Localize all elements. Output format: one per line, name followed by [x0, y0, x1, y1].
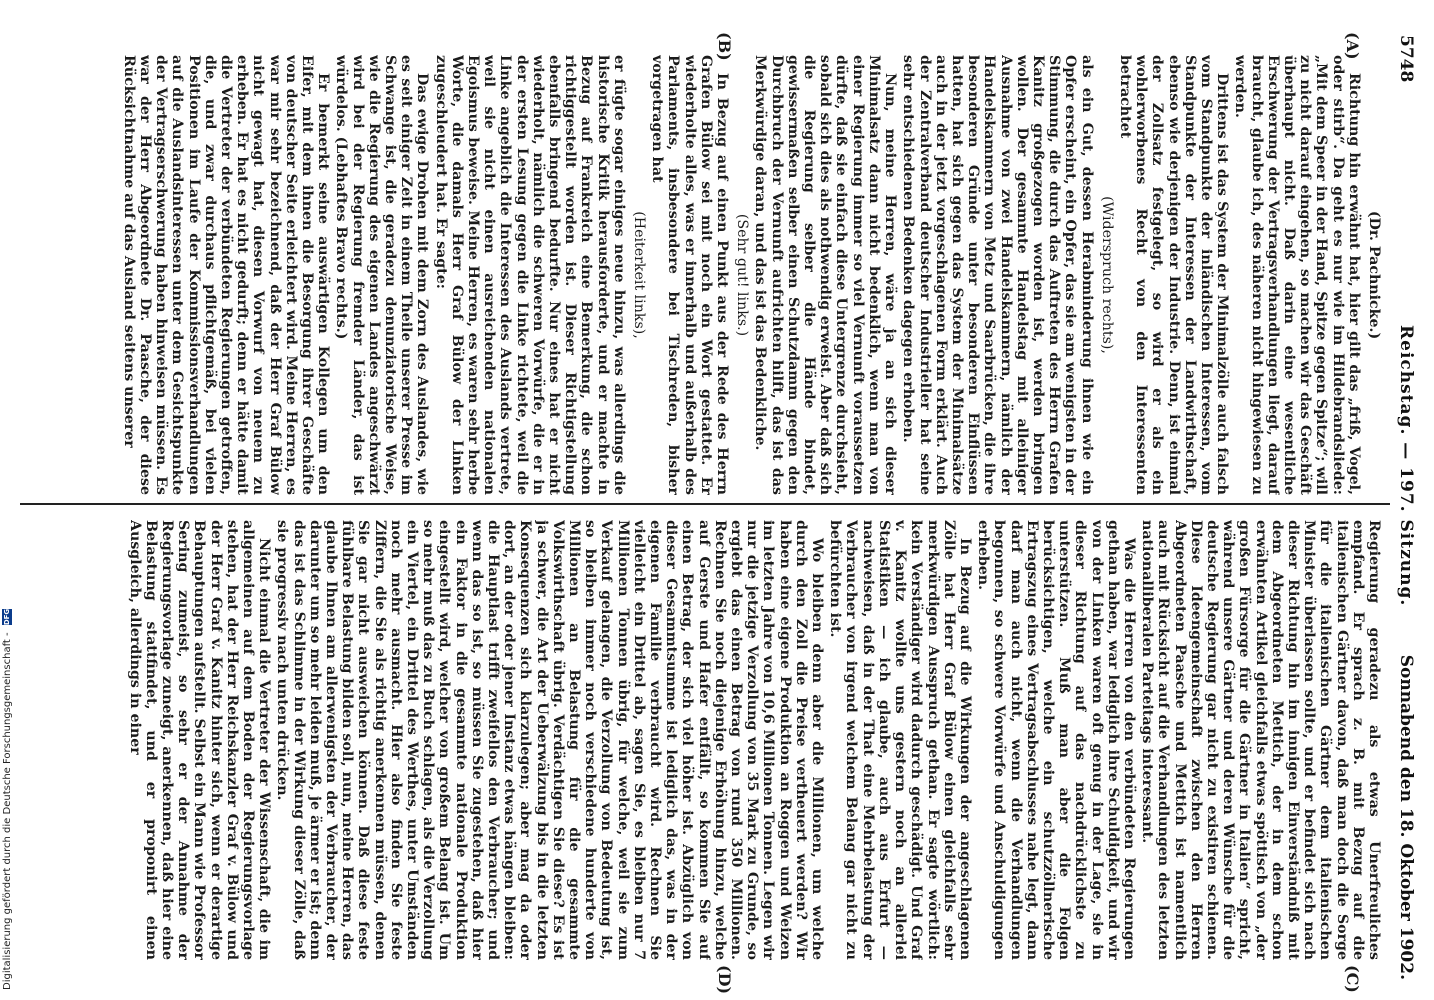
- right-column: [42, 520, 1382, 960]
- interjection: (Heiterkeit links),: [631, 211, 648, 339]
- paragraph: Wo bleiben denn aber die Millionen, um welche durch den Zoll die Preise vertheuert werden? Wir haben eine eigene Produktion an Roggen und Weizen im letzten Jahre von 10,6 Millionen Tonnen. Legen wir nur die jetzige Verzollung von 35 Mark zu Grunde, so ergiebt das einen Betrag von rund 350 Millionen. Rechnen Sie noch diejenige Erhöhung hinzu, welche auf Gerste und Hafer entfällt, so kommen Sie auf einen Betrag, der sich viel höher ist. Abzüglich von dieser Gesammtsumme ist lediglich das, was in der eigenen Familie verbraucht wird. Rechnen Sie vielleicht ein Drittel ab, sagen Sie, es bleiben nur 7 Millionen Tonnen übrig, für welche, weil sie zum Verkauf gelangen, die Verzollung von Bedeutung ist, so bleiben immer noch verschiedene hunderte von Millionen an Belastung für die gesammte Volkswirthschaft übrig. Verdächtigen Sie diese? Es ist ja schwer, die Art der Ueberwälzung bis in die letzten Konsequenzen sich klarzulegen; aber mag da oder dort, an der oder jener Instanz etwas hängen bleiben: die Hauptlast trifft zweifellos den Verbraucher; und wenn das so ist, so müssen Sie zugestehen, daß hier ein Faktor in die gesammte nationale Produktion eingestellt wird, welcher von großem Belang ist. Um so mehr muß das zu Buch schlagen, als die Verzollung ein Viertel, ein Drittel des Werthes, unter Umständen noch mehr ausmacht. Hier also finden Sie feste Ziffern, die Sie als richtig anerkennen müssen, denen Sie gar nicht ausweichen können. Daß diese feste fühlbare Belastung bilden soll, nun, meine Herren, das glaube Ihnen am allerwenigsten der Verbraucher, der darunter um so mehr leiden muß, je ärmer er ist; denn das ist das Schlimme in der Wirkung dieser Zölle, daß sie progressiv nach unten drücken.: [274, 520, 826, 960]
- paragraph: er fügte sogar einiges neue hinzu, was allerdings die historische Kritik herausforderte, und er machte in Bezug auf Frankreich eine Bemerkung, die schon richtiggestellt worden ist. Dieser Richtigstellung ebenfalls bringend bedurfte. Nur eines hat er nicht wiederholt, nämlich die schweren Vorwürfe, die er in der ersten Lesung gegen die Linke richtete, weil die Linke angeblich die Interessen des Auslands vertrete, weil sie nicht einen ausreichenden nationalen Egoismus beweise. Meine Herren, es waren sehr herbe Worte, die damals Herr Graf Bülow der Linken zugeschleudert hat. Er sagte:: [432, 55, 627, 495]
- page-title: Reichstag. — 197. Sitzung.: [1396, 325, 1416, 607]
- footer-credit-text: Digitalisierung gefördert durch die Deutsche Forschungsgemeinschaft -: [2, 632, 13, 990]
- margin-marker-d: (D): [715, 965, 734, 995]
- interjection: (Sehr gut! links.): [734, 213, 751, 337]
- paragraph: In Bezug auf die Wirkungen der angeschlagenen Zölle hat Herr Graf Bülow einen gleichfalls sehr merkwürdigen Ausspruch gethan. Er sagte wörtlich: kein Verständiger wird dadurch geschädigt. Und Graf v. Kanitz wollte uns gestern noch an allerlei Statistiken — ich glaube, auch aus Erfurt — nachweisen, daß in der That eine Mehrbelastung der Verbraucher von irgend welchem Belang gar nicht zu befürchten ist.: [827, 520, 973, 960]
- page-date: Sonnabend den 18. Oktober 1902.: [1396, 654, 1416, 980]
- left-column: [42, 55, 1382, 495]
- paragraph: Drittens ist das System der Minimalzölle auch falsch vom Standpunkte der inländischen Interessen, vom Standpunkte der Interessen der Landwirthschaft, ebenso wie derjenigen der Industrie. Denn, ist einmal der Zollsatz festgelegt, so wird er als ein wohlerworbenes Recht von den Interessenten betrachtet: [1116, 55, 1231, 495]
- margin-marker-b: (B): [715, 32, 734, 61]
- paragraph: Richtung hin erwähnt hat, hier gilt das „friß, Vogel, oder stirb“. Da geht es nur wie im Hildebrandsliede: „Mit dem Speer in der Hand, Spitze gegen Spitze“; will zu nicht darauf eingehen, so machen wir das Geschäft überhaupt nicht. Daß darin eine wesentliche Erschwerung der Vertragsverhandlungen liegt, darauf braucht, glaube ich, des näheren nicht hingewiesen zu werden.: [1232, 55, 1362, 495]
- page-header: [1394, 35, 1420, 980]
- paragraph: Regierung geradezu als etwas Unerfreuliches empfand. Er sprach z. B. mit Bezug auf die italienischen Gärtner davon, daß man doch die Sorge für die italienischen Gärtner dem italienischen Minister überlassen sollte, und er befindet sich nach dieser Richtung hin im innigen Einverständniß mit dem Abgeordneten Mettich, der in dem schon erwähnten Artikel gleichfalls etwas spöttisch von „der großen Fürsorge für die Gärtner in Italien“ spricht, während unsere Gärtner und deren Wünsche für die deutsche Regierung gar nicht zu existiren schienen. Diese Ideengemeinschaft zwischen den Herren Abgeordneten Paasche und Mettich ist namentlich auch mit Rücksicht auf die Verhandlungen des letzten nationalliberalen Parteitags interessant.: [1139, 520, 1382, 960]
- column-divider: [20, 503, 1390, 505]
- paragraph: als ein Gut, dessen Herabminderung ihnen wie ein Opfer erscheint, ein Opfer, das sie am wenigsten in der Stimmung, die durch das Auftreten des Herrn Grafen Kanitz großgezogen worden ist, werden bringen wollen. Der gesammte Handelstag mit alleiniger Ausnahme von zwei Handelskammern, nämlich der Handelskammern von Metz und Saarbrücken, die ihre besonderen Gründe unter besonderen Einflüssen hatten, hat sich gegen das System der Minimalsätze auch in der jetzt vorgeschlagenen Form erklärt. Auch der Zentralverband deutscher Industrieller hat seine sehr entschiedenen Bedenken dagegen erhoben.: [900, 55, 1095, 495]
- speaker-label: (Dr. Pachnicke.): [1366, 210, 1382, 340]
- paragraph: In Bezug auf einen Punkt aus der Rede des Herrn Grafen Bülow sei mit noch ein Wort gestattet. Er wiederholte alles, was er innerhalb und außerhalb des Parlaments, insbesondere bei Tischreden, bisher vorgetragen hat: [649, 55, 731, 495]
- paragraph: Er bemerkt seine auswärtigen Kollegen um den Eifer, mit dem ihnen die Besorgung ihrer Geschäfte von deutscher Seite erleichtert wird. Meine Herren, es war mir sehr bezeichnend, daß der Herr Graf Bülow nicht gewagt hat, diesen Vorwurf von neuem zu erheben. Er hat es nicht gedurft; denn er hätte damit die Vertreter der verbündeten Regierungen getroffen, die, und zwar durchaus pflichtgemäß, bei vielen Positionen im Laufe der Kommissionsverhandlungen auf die Auslandsinteressen unter dem Gesichtspunkte der Vertragserschwerung haben hinweisen müssen. Es war der Herr Abgeordnete Dr. Paasche, der diese Rücksichtnahme auf das Ausland seitens unserer: [120, 55, 332, 495]
- paragraph: Nun, meine Herren, wäre ja an sich dieser Minimalsatz dann nicht bedenklich, wenn man von einer Regierung immer so viel Vernunft voraussetzen dürfte, daß sie einfach diese Untergrenze durchsieht, sobald sich dies als nothwendig erweist. Aber daß sich die Regierung selber die Hände bindet, gewissermaßen selber einen Schutzdamm gegen den Durchbruch der Vernunft aufrichten hilft, das ist das Merkwürdige daran, und das ist das Bedenkliche.: [752, 55, 899, 495]
- page-number: 5748: [1396, 35, 1416, 83]
- interjection: (Widerspruch rechts),: [1098, 196, 1115, 354]
- margin-marker-c: (C): [1343, 965, 1362, 993]
- margin-marker-a: (A): [1343, 32, 1362, 60]
- paragraph: Was die Herren von den verbündeten Regierungen gethan haben, war lediglich ihre Schuldigkeit, und wir von der Linken waren oft genug in der Lage, sie in dieser Richtung auf das nachdrücklichste zu unterstützen. Muß man aber die Folgen berücksichtigen, welche ein schutzzöllnerische Ertragszug eines Vertragsabschlusses nahe legt, dann darf man auch nicht, wenn die Verhandlungen begonnen, so schwere Vorwürfe und Anschuldigungen erheben.: [975, 520, 1137, 960]
- dfg-logo: DFG: [3, 608, 11, 626]
- paragraph: Nicht einmal die Vertreter der Wissenschaft, die im allgemeinen auf dem Boden der Regierungsvorlage stehen, hat der Herr Reichskanzler Graf v. Bülow und der Herr Graf v. Kanitz hinter sich, wenn er derartige Behauptungen aufstellt. Selbst ein Mann wie Professor Sering zumeist, so sehr er der Annahme der Regierungsvorlage zuneigt, anerkennen, daß hier eine Belastung stattfindet, und er proponirt einen Ausgleich, allerdings in einer: [126, 520, 273, 960]
- quotation: Das ewige Drohen mit dem Zorn des Auslandes, wie es seit einiger Zeit in einem Theile unserer Presse im Schwange ist, die geradezu denunziatorische Weise, wie die Regierung des eigenen Landes angeschwärzt wird bei der Regierung fremder Länder, das ist würdelos. (Lebhaftes Bravo rechts.): [333, 55, 431, 495]
